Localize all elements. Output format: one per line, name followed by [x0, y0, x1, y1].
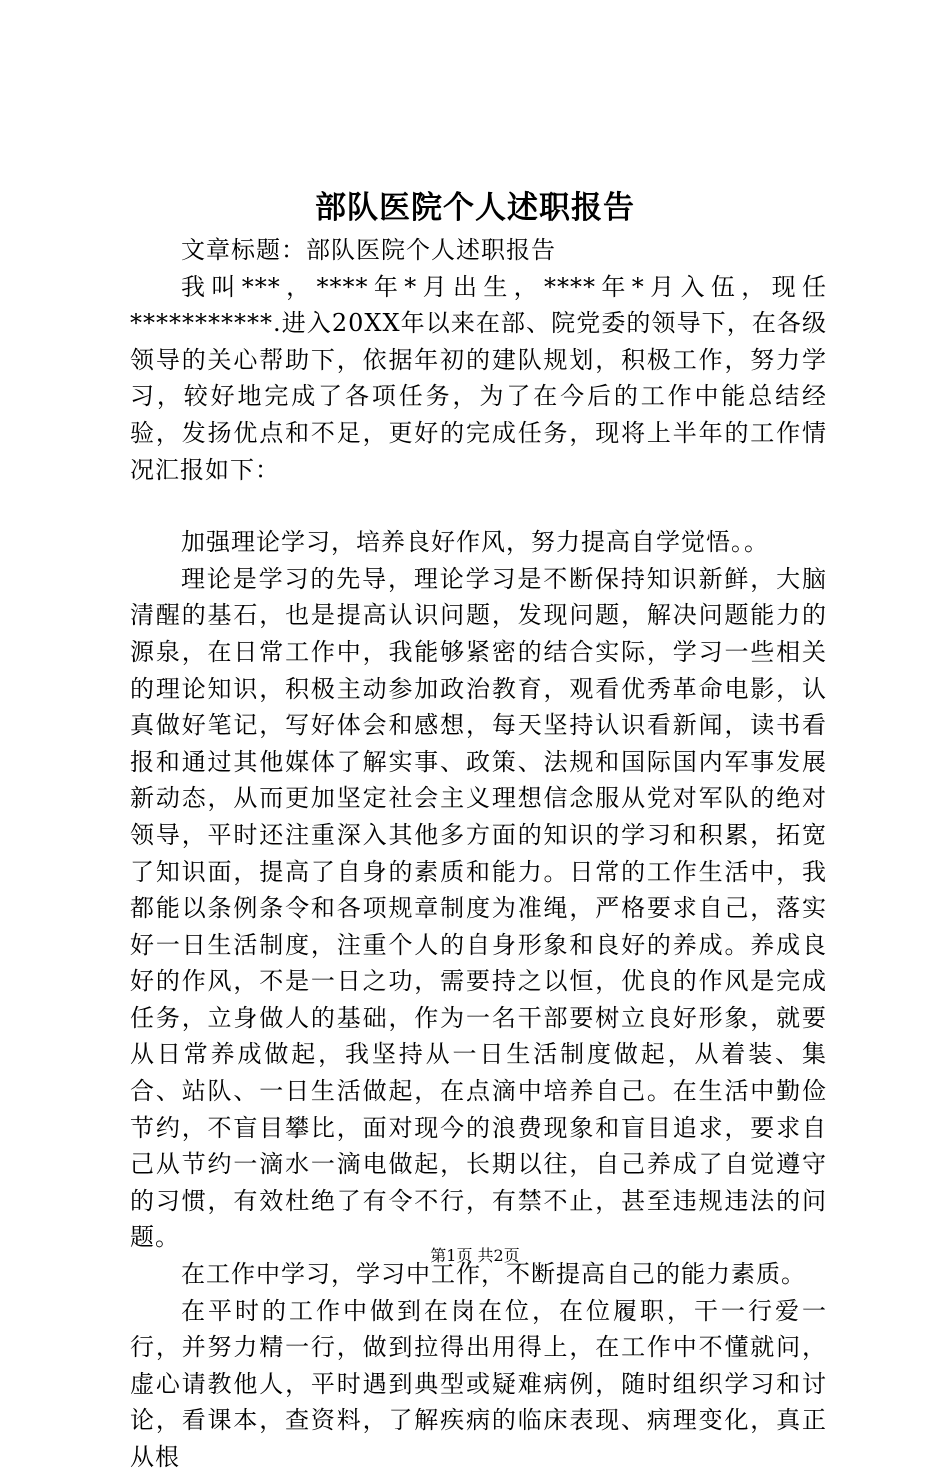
section-paragraph-1: 理论是学习的先导，理论学习是不断保持知识新鲜，大脑清醒的基石，也是提高认识问题，发现问题，解决问题能力的源泉，在日常工作中，我能够紧密的结合实际，学习一些相关的理论知识，积极主动参加政治教育，观看优秀革命电影，认真做好笔记，写好体会和感想，每天坚持认识看新闻，读书看报和通过其他媒体了解实事、政策、法规和国际国内军事发展新动态，从而更加坚定社会主义理想信念服从党对军队的绝对领导，平时还注重深入其他多方面的知识的学习和积累，拓宽了知识面，提高了自身的素质和能力。日常的工作生活中，我都能以条例条令和各项规章制度为准绳，严格要求自己，落实好一日生活制度，注重个人的自身形象和良好的养成。养成良好的作风，不是一日之功，需要持之以恒，优良的作风是完成任务，立身做人的基础，作为一名干部要树立良好形象，就要从日常养成做起，我坚持从一日生活制度做起，从着装、集合、站队、一日生活做起，在点滴中培养自己。在生活中勤俭节约，不盲目攀比，面对现今的浪费现象和盲目追求，要求自己从节约一滴水一滴电做起，长期以往，自己养成了自觉遵守的习惯，有效杜绝了有令不行，有禁不止，甚至违规违法的问题。	[130, 564, 827, 1252]
section-heading-1: 加强理论学习，培养良好作风，努力提高自学觉悟。。	[181, 528, 769, 557]
section-heading-2: 在工作中学习，学习中工作，不断提高自己的能力素质。	[181, 1260, 806, 1289]
document-body	[130, 232, 827, 1476]
intro-paragraph: 我叫***，****年*月出生，****年*月入伍，现任***********.进入20XX年以来在部、院党委的领导下，在各级领导的关心帮助下，依据年初的建队规划，积极工作，努力学习，较好地完成了各项任务，为了在今后的工作中能总结经验，发扬优点和不足，更好的完成任务，现将上半年的工作情况汇报如下：	[130, 272, 827, 484]
document-title: 部队医院个人述职报告	[315, 190, 635, 226]
article-title-line: 文章标题：部队医院个人述职报告	[181, 236, 556, 264]
section-paragraph-2: 在平时的工作中做到在岗在位，在位履职，干一行爱一行，并努力精一行，做到拉得出用得上，在工作中不懂就问，虚心请教他人，平时遇到典型或疑难病例，随时组织学习和讨论，看课本，查资料，了解疾病的临床表现、病理变化，真正从根	[130, 1296, 827, 1471]
page-footer: 第1页 共2页	[430, 1246, 520, 1265]
